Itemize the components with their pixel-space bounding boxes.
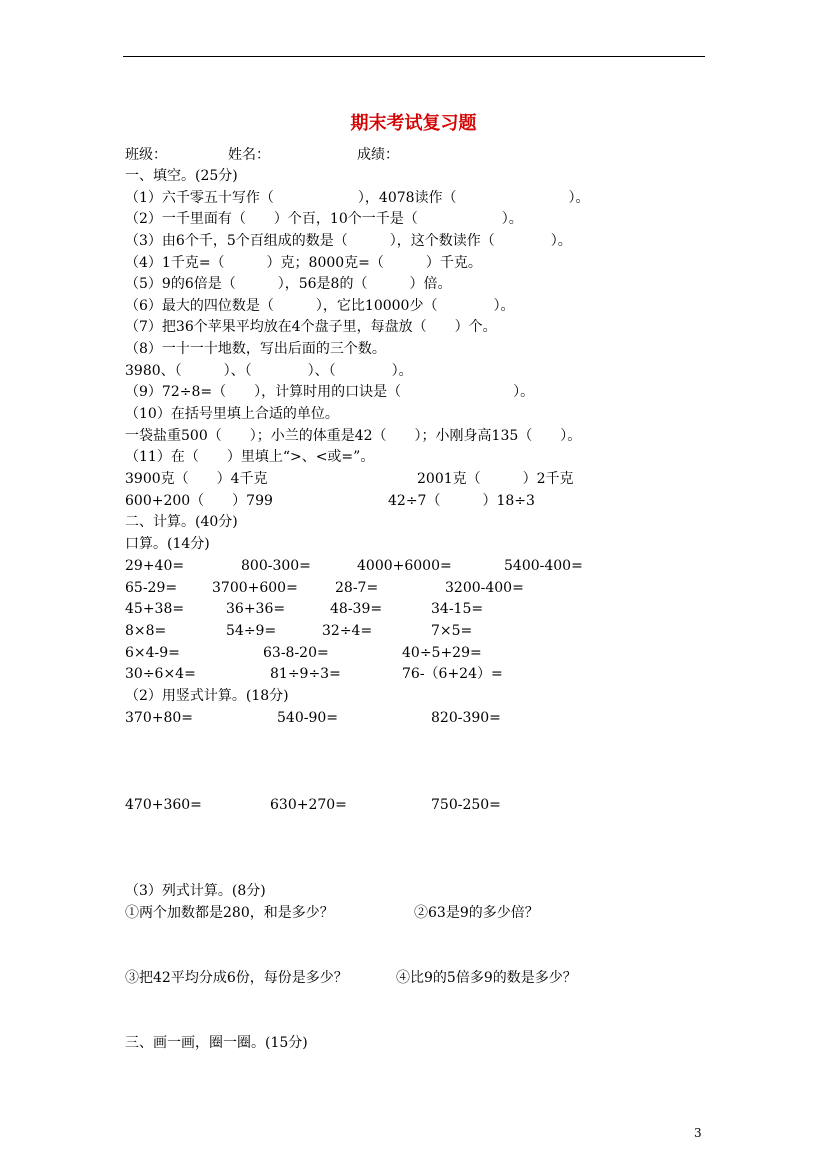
question-9: （9）72÷8=（ ），计算时用的口诀是（ ）。: [125, 384, 535, 400]
oral-problem: 8×8=: [125, 623, 167, 639]
oral-problem: 76-（6+24）=: [402, 666, 503, 682]
class-label: 班级：: [125, 147, 167, 163]
oral-problem: 800-300=: [241, 558, 311, 574]
question-7: （7）把36个苹果平均放在4个盘子里，每盘放（ ）个。: [125, 319, 497, 335]
oral-problem: 3700+600=: [212, 580, 298, 596]
question-5: （5）9的6倍是（ ），56是8的（ ）倍。: [125, 276, 452, 292]
score-label: 成绩：: [357, 147, 399, 163]
name-label: 姓名：: [228, 147, 270, 163]
oral-problem: 28-7=: [335, 580, 379, 596]
question-6: （6）最大的四位数是（ ），它比10000少（ ）。: [125, 298, 515, 314]
oral-problem: 29+40=: [125, 558, 185, 574]
oral-problem: 81÷9÷3=: [270, 666, 341, 682]
header-rule: [123, 56, 705, 57]
section-2-heading: 二、计算。(40分): [125, 514, 238, 530]
question-3: （3）由6个千，5个百组成的数是（ ），这个数读作（ ）。: [125, 233, 572, 249]
question-10: （10）在括号里填上合适的单位。: [125, 406, 339, 422]
compare-item: 2001克（ ）2千克: [417, 471, 574, 487]
vertical-problem: 820-390=: [431, 710, 501, 726]
word-problem: ①两个加数都是280，和是多少？: [125, 905, 334, 921]
oral-problem: 3200-400=: [445, 580, 524, 596]
vertical-problem: 470+360=: [125, 797, 202, 813]
oral-problem: 54÷9=: [226, 623, 277, 639]
question-4: （4）1千克=（ ）克；8000克=（ ）千克。: [125, 255, 482, 271]
oral-problem: 63-8-20=: [263, 645, 329, 661]
question-11: （11）在（ ）里填上“>、<或=”。: [125, 449, 375, 465]
vertical-problem: 540-90=: [277, 710, 338, 726]
oral-problem: 4000+6000=: [357, 558, 452, 574]
page-title: 期末考试复习题: [350, 113, 477, 134]
compare-item: 3900克（ ）4千克: [125, 471, 268, 487]
oral-problem: 32÷4=: [322, 623, 373, 639]
oral-problem: 6×4-9=: [125, 645, 180, 661]
word-problem: ④比9的5倍多9的数是多少？: [396, 970, 577, 986]
question-8: （8）一十一十地数，写出后面的三个数。: [125, 341, 386, 357]
compare-item: 42÷7（ ）18÷3: [388, 493, 535, 509]
oral-problem: 65-29=: [125, 580, 178, 596]
oral-problem: 30÷6×4=: [125, 666, 196, 682]
question-2: （2）一千里面有（ ）个百，10个一千是（ ）。: [125, 211, 523, 227]
word-problem: ②63是9的多少倍？: [414, 905, 539, 921]
question-8-line: 3980、（ ）、（ ）、（ ）。: [125, 363, 413, 379]
oral-problem: 34-15=: [431, 601, 484, 617]
question-1: （1）六千零五十写作（ ），4078读作（ ）。: [125, 190, 590, 206]
question-10-line: 一袋盐重500（ ）；小兰的体重是42（ ）；小刚身高135（ ）。: [125, 428, 582, 444]
vertical-problem: 630+270=: [270, 797, 347, 813]
vertical-problem: 750-250=: [431, 797, 501, 813]
oral-problem: 36+36=: [226, 601, 286, 617]
oral-problem: 5400-400=: [504, 558, 583, 574]
word-heading: （3）列式计算。(8分): [125, 883, 266, 899]
compare-item: 600+200（ ）799: [125, 493, 273, 509]
page-number: 3: [694, 1126, 702, 1140]
vertical-problem: 370+80=: [125, 710, 193, 726]
oral-problem: 48-39=: [330, 601, 383, 617]
oral-problem: 45+38=: [125, 601, 185, 617]
vertical-heading: （2）用竖式计算。(18分): [125, 688, 289, 704]
oral-problem: 7×5=: [431, 623, 473, 639]
oral-problem: 40÷5+29=: [402, 645, 482, 661]
word-problem: ③把42平均分成6份，每份是多少？: [125, 970, 348, 986]
section-1-heading: 一、填空。(25分): [125, 168, 238, 184]
oral-heading: 口算。(14分): [125, 536, 210, 552]
section-3-heading: 三、画一画，圈一圈。(15分): [125, 1035, 308, 1051]
